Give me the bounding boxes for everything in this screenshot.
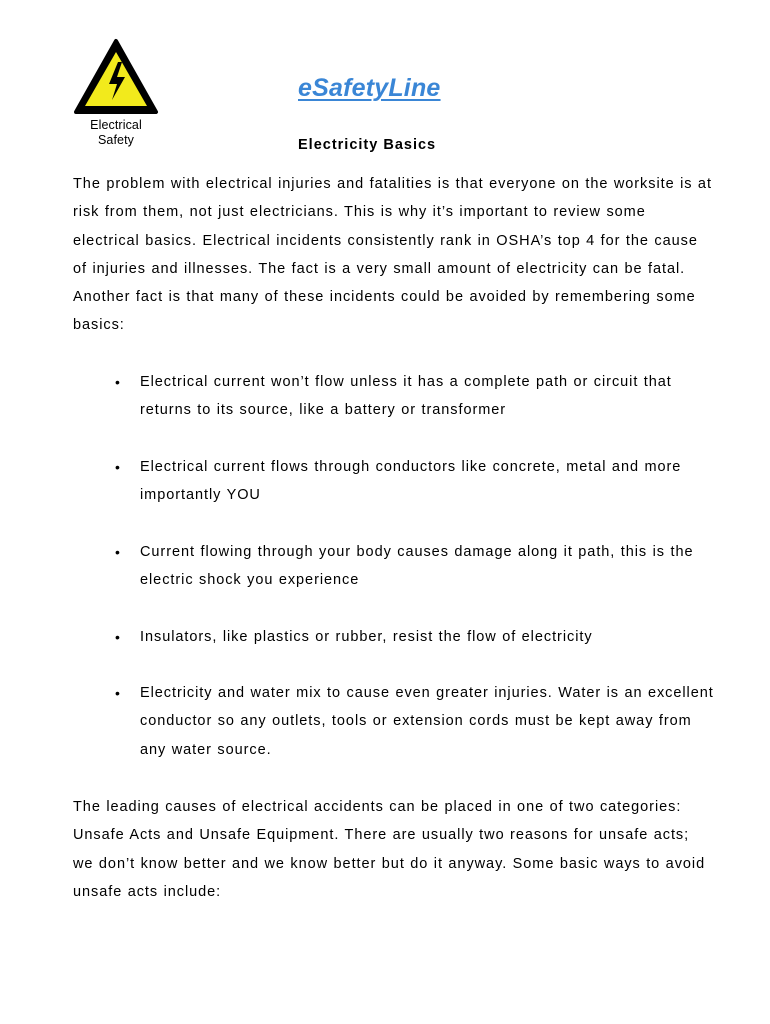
bullet-dot: • <box>115 544 121 560</box>
closing-paragraph: The leading causes of electrical accidents can be placed in one of two categories: Unsafe Acts and Unsafe Equipment. There are usually two reasons for unsafe acts; we don’t know better and we know better but do it anyway. Some basic ways to avoid unsafe acts include: <box>73 799 706 900</box>
brand-name: eSafetyLine <box>298 74 441 102</box>
list-item <box>115 623 715 651</box>
electrical-safety-logo <box>72 38 160 148</box>
list-item <box>115 368 715 425</box>
bullet-text: Electrical current won’t flow unless it has a complete path or circuit that returns to its source, like a battery or transformer <box>140 374 672 419</box>
bullet-dot: • <box>115 685 121 701</box>
bullet-dot: • <box>115 629 121 645</box>
bullet-text: Electrical current flows through conductors like concrete, metal and more importantly YOU <box>140 459 682 504</box>
bullet-dot: • <box>115 459 121 475</box>
bullet-text: Insulators, like plastics or rubber, resist the flow of electricity <box>140 629 593 645</box>
bullet-dot: • <box>115 374 121 390</box>
logo-caption-line1: Electrical <box>90 118 142 132</box>
logo-caption-line2: Safety <box>97 133 135 147</box>
bullet-text: Electricity and water mix to cause even greater injuries. Water is an excellent conductor so any outlets, tools or extension cords must be kept away from any water source. <box>140 685 714 758</box>
logo-caption <box>72 118 160 148</box>
intro-paragraph: The problem with electrical injuries and fatalities is that everyone on the worksite is at risk from them, not just electricians. This is why it’s important to review some electrical basics. Electrical incidents consistently rank in OSHA’s top 4 for the cause of injuries and illnesses. The fact is a very small amount of electricity can be fatal. Another fact is that many of these incidents could be avoided by remembering some basics: <box>73 176 712 334</box>
high-voltage-warning-icon <box>73 38 159 116</box>
document-title: Electricity Basics <box>298 137 437 153</box>
list-item <box>115 679 715 764</box>
list-item <box>115 453 715 510</box>
bullet-text: Current flowing through your body causes damage along it path, this is the electric shock you experience <box>140 544 694 589</box>
list-item <box>115 538 715 595</box>
